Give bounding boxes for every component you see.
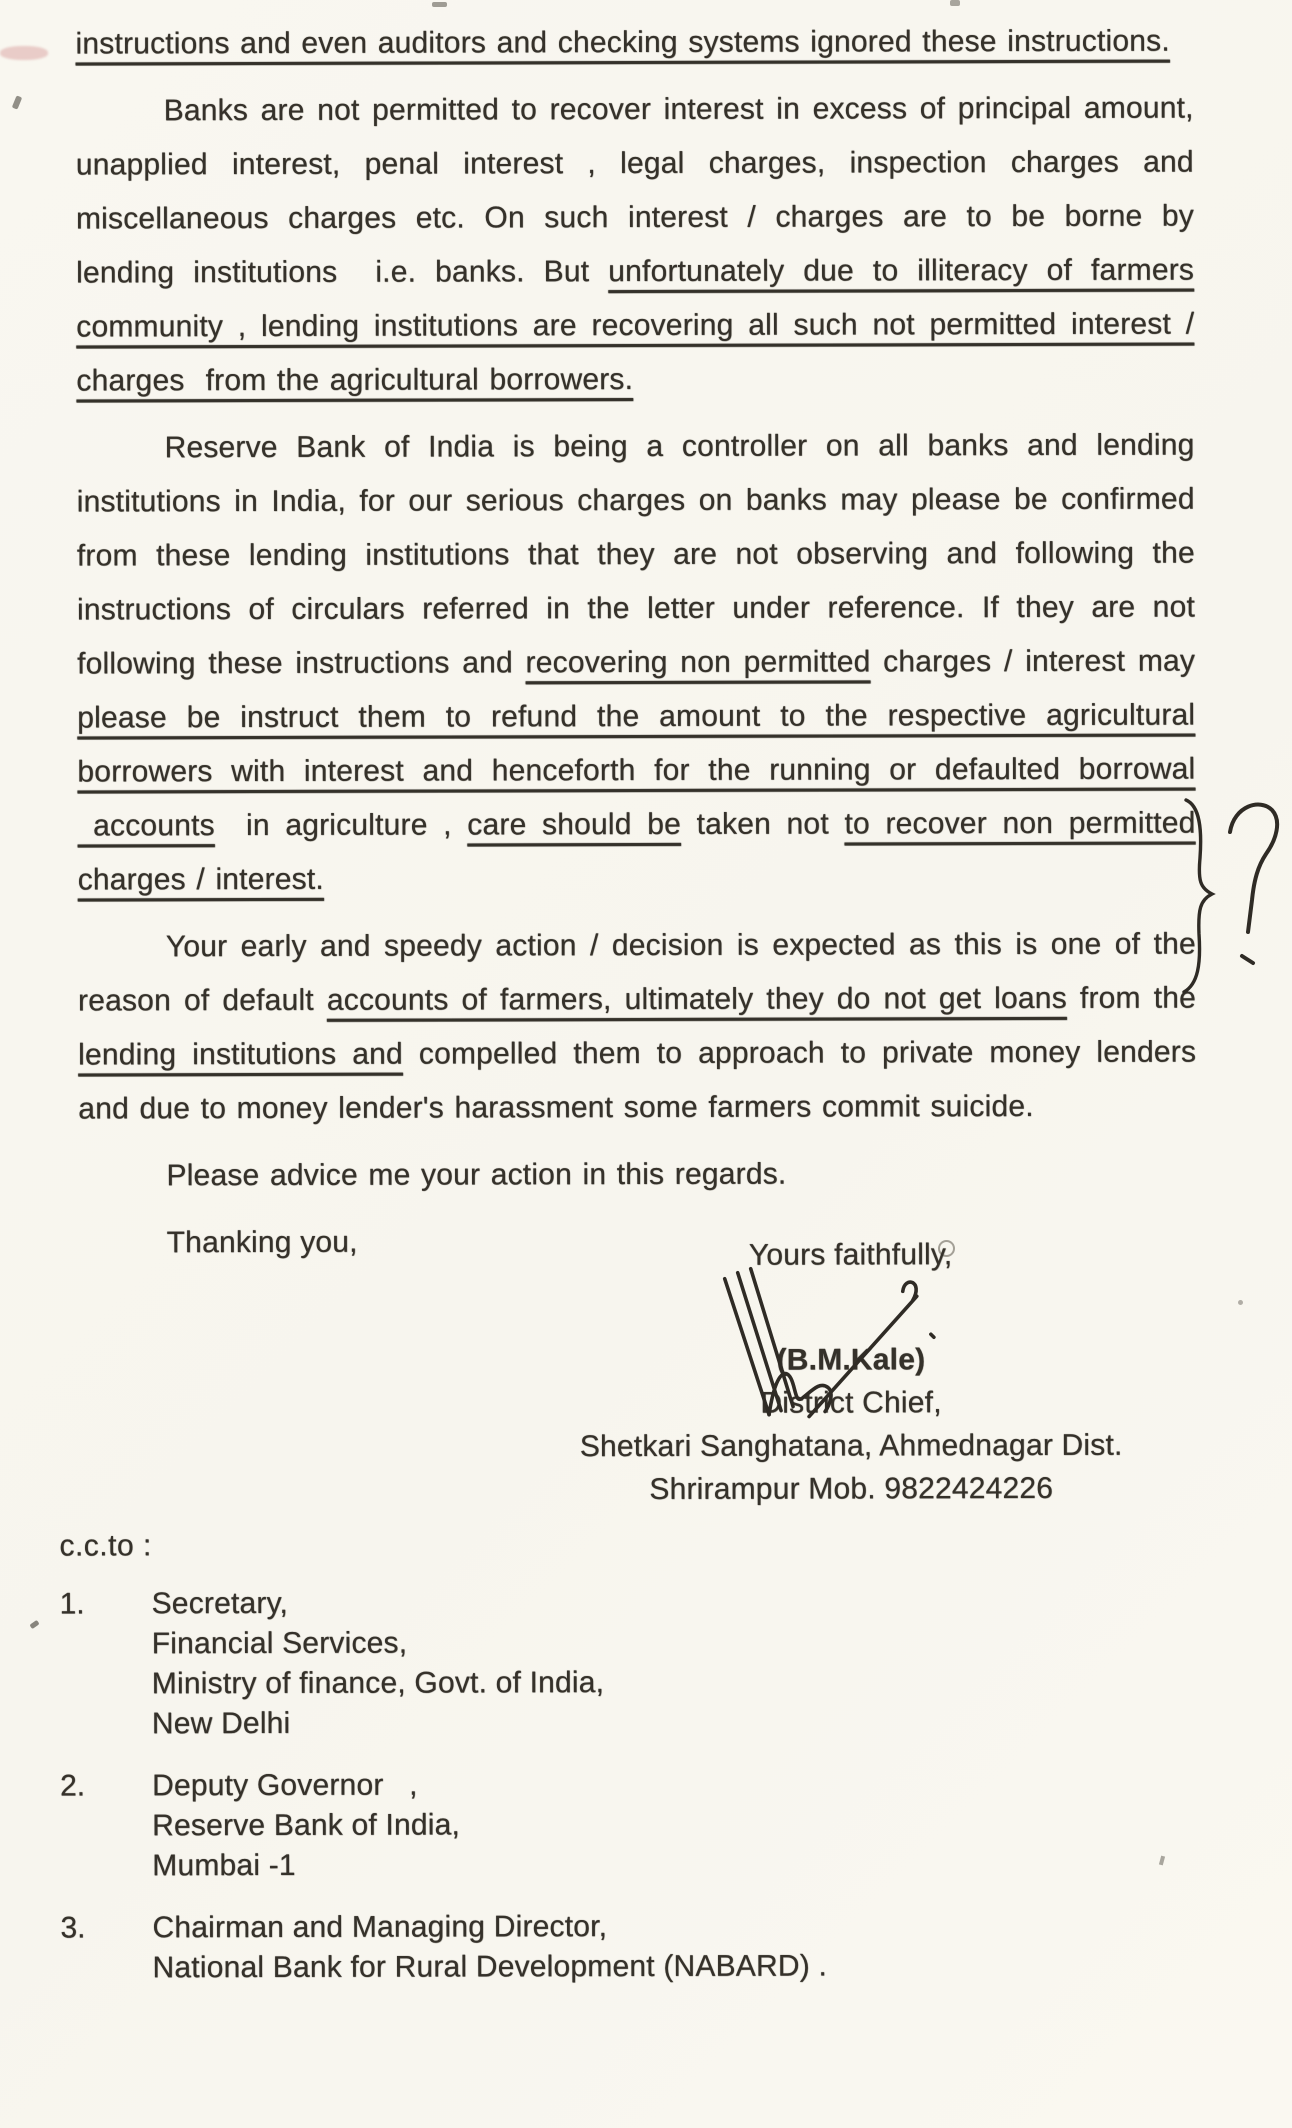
cc-address [152,1907,827,1989]
underlined-text: care should be [467,807,682,842]
cc-line: New Delhi [151,1706,291,1741]
scan-speck [950,0,960,6]
scan-smudge [0,46,48,60]
underlined-text: accounts of farmers, ultimately they do not get loans [326,981,1067,1017]
signatory-name: (B.M.Kale) [776,1343,926,1377]
signatory-organization: Shetkari Sanghatana, Ahmednagar Dist. [579,1428,1123,1464]
cc-line: Reserve Bank of India, [152,1808,461,1843]
cc-line: Mumbai -1 [152,1848,296,1883]
body-text: Reserve Bank of India is being a controller on all banks and lending institutions in India, for our serious charges on banks may please be confirmed from these lending institutions that they are not observing and following the instructions of circulars referred in the letter under reference. If they are not following these instructions and [76,428,1196,681]
signoff-row [79,1214,1198,1513]
paragraph-speedy-action [78,918,1197,1137]
closing-block [541,1238,1162,1512]
body-text: charges / interest may [870,644,1196,679]
underlined-text: recovering non permitted [525,645,871,680]
scan-speck [29,1620,39,1629]
cc-line: Deputy Governor , [152,1768,418,1803]
cc-section [59,1526,1198,1989]
body-text: Banks are not permitted to recover interest in excess of principal amount, unapplied interest, penal interest , legal charges, inspection charges and miscellaneous charges etc. On such interest / charges are to be borne by lending institutions i.e. banks. But [75,91,1194,290]
paragraph-auditors [75,15,1193,72]
signatory-contact: Shrirampur Mob. 9822424226 [649,1471,1054,1506]
underlined-text: instructions and even auditors and checking systems ignored these instructions. [75,24,1170,61]
underlined-text: to recover non permitted charges / interest. [77,806,1196,897]
handwritten-marginalia [1178,796,1290,996]
thanking-you: Thanking you, [166,1225,358,1260]
signatory-title: District Chief, [760,1386,942,1420]
cc-item [60,1764,1198,1887]
yours-faithfully: Yours faithfully, [748,1238,953,1272]
cc-label: c.c.to : [59,1529,152,1563]
cc-number: 1. [59,1587,85,1621]
handwritten-brace-icon [1178,796,1216,996]
body-text: Please advice me your action in this regards. [166,1157,787,1193]
underlined-text: please be instruct them to refund the amount to the respective agricultural borrowers with interest and henceforth for the running or defaulted borrowal accounts [77,698,1196,843]
body-text: in agriculture , [214,808,468,843]
scan-speck [12,95,22,109]
cc-item [60,1906,1198,1989]
underlined-text: lending institutions and [78,1037,403,1072]
scan-speck [1238,1300,1243,1305]
letter-body [59,15,1198,1989]
cc-line: National Bank for Rural Development (NABARD) . [152,1949,828,1985]
cc-line: Secretary, [151,1586,289,1621]
signature-area [541,1276,1161,1340]
body-text: taken not [680,807,845,841]
body-text: Your early and speedy action / decision is expected as this is one of the reason of default [77,927,1196,1018]
handwritten-question-mark-icon [1224,796,1290,986]
cc-line: Ministry of finance, Govt. of India, [151,1666,605,1701]
paragraph-please-advice [78,1147,1196,1204]
cc-line: Chairman and Managing Director, [152,1910,608,1945]
underlined-text: unfortunately due to illiteracy of farmers community , lending institutions are recovering all such not permitted interest / charges from the agricultural borrowers. [76,253,1195,398]
scan-speck [432,2,447,7]
body-text: from the [1066,981,1197,1015]
cc-item [60,1582,1198,1745]
cc-address [152,1583,605,1744]
paragraph-banks-not-permitted [76,82,1195,409]
paragraph-rbi-controller [76,419,1195,908]
cc-address [152,1765,460,1886]
body-text: compelled them to approach to private money lenders and due to money lender's harassment some farmers commit suicide. [78,1035,1197,1126]
cc-number: 2. [60,1769,86,1803]
cc-number: 3. [60,1911,86,1945]
cc-line: Financial Services, [151,1626,408,1661]
